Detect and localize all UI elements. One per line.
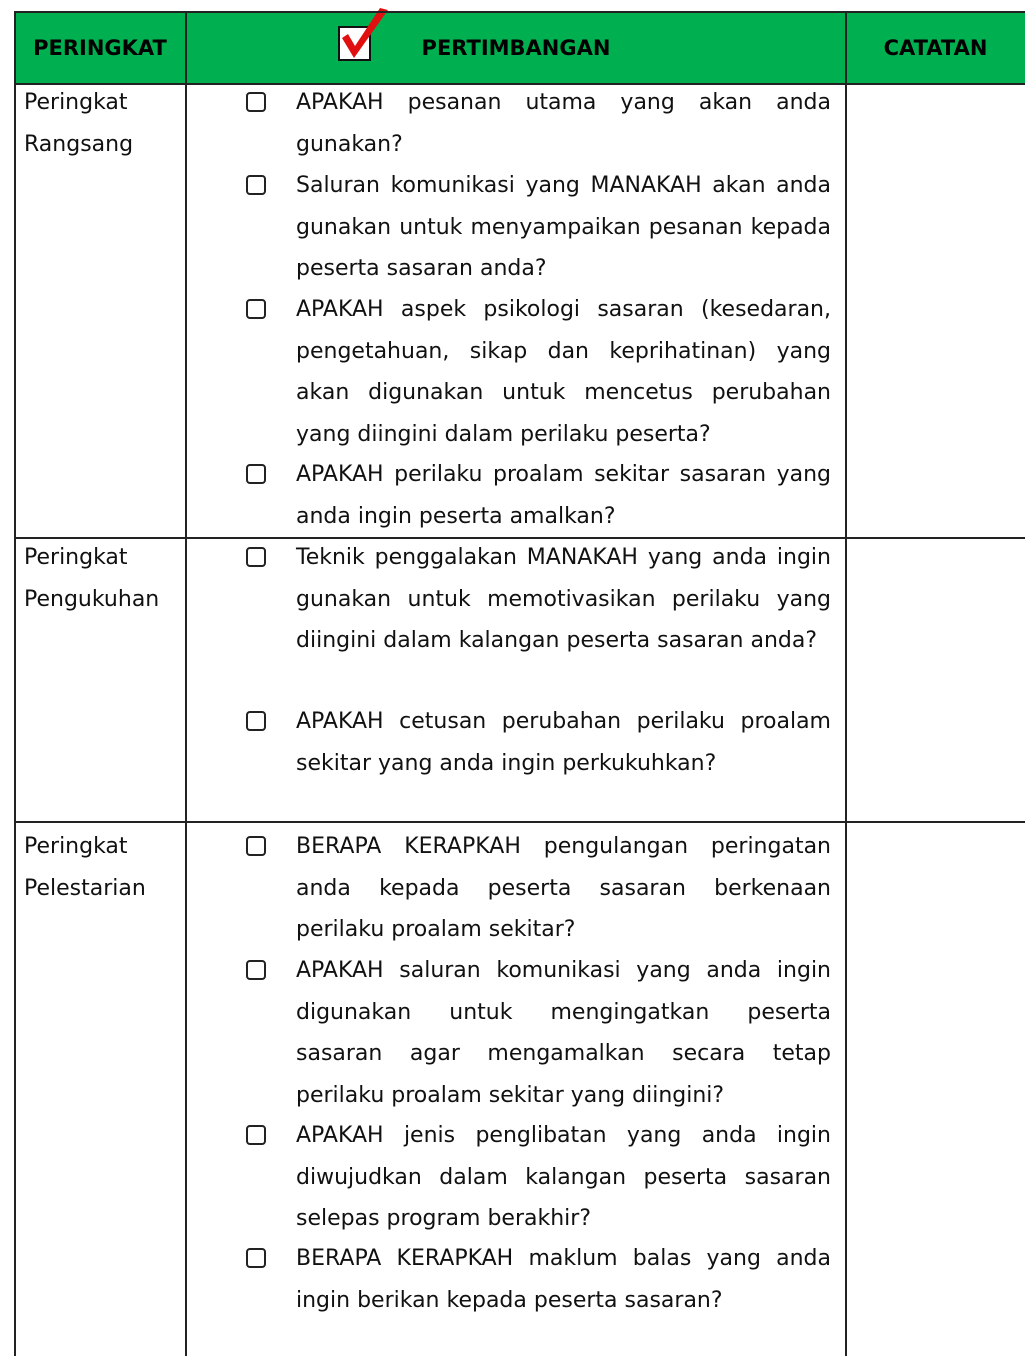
item-text: APAKAH perilaku proalam sekitar sasaran yang anda ingin peserta amalkan? [296, 462, 831, 529]
checkbox[interactable] [246, 1125, 266, 1145]
item-text: APAKAH jenis penglibatan yang anda ingin diwujudkan dalam kalangan peserta sasaran selepas program berakhir? [296, 1123, 831, 1231]
item-text: BERAPA KERAPKAH maklum balas yang anda ingin berikan kepada peserta sasaran? [296, 1246, 831, 1313]
item-text: APAKAH saluran komunikasi yang anda ingin digunakan untuk mengingatkan peserta sasaran agar mengamalkan secara tetap perilaku proalam sekitar yang diingini? [296, 958, 831, 1108]
checkbox[interactable] [246, 711, 266, 731]
stage-label: Peringkat Rangsang [24, 90, 134, 157]
column-divider [845, 11, 847, 1356]
checkbox[interactable] [246, 547, 266, 567]
checkbox[interactable] [246, 299, 266, 319]
item-text: APAKAH aspek psikologi sasaran (kesedaran, pengetahuan, sikap dan keprihatinan) yang akan digunakan untuk mencetus perubahan yang diingini dalam perilaku peserta? [296, 297, 831, 447]
header-notes: CATATAN [883, 35, 988, 60]
header-stage: PERINGKAT [33, 35, 167, 60]
checkbox[interactable] [246, 836, 266, 856]
item-text: APAKAH cetusan perubahan perilaku proalam sekitar yang anda ingin perkukuhkan? [296, 709, 831, 776]
checkbox[interactable] [246, 960, 266, 980]
checkbox[interactable] [246, 464, 266, 484]
check-mark-icon [336, 8, 394, 64]
checkbox[interactable] [246, 175, 266, 195]
stage-label: Peringkat Pengukuhan [24, 545, 160, 612]
header-consideration: PERTIMBANGAN [421, 35, 611, 60]
checkbox[interactable] [246, 1248, 266, 1268]
item-text: Teknik penggalakan MANAKAH yang anda ingin gunakan untuk memotivasikan perilaku yang diingini dalam kalangan peserta sasaran anda? [296, 545, 831, 653]
item-text: Saluran komunikasi yang MANAKAH akan anda gunakan untuk menyampaikan pesanan kepada peserta sasaran anda? [296, 173, 831, 281]
item-text: APAKAH pesanan utama yang akan anda gunakan? [296, 90, 831, 157]
column-divider [185, 11, 187, 1356]
item-text: BERAPA KERAPKAH pengulangan peringatan anda kepada peserta sasaran berkenaan perilaku proalam sekitar? [296, 834, 831, 942]
checkbox[interactable] [246, 92, 266, 112]
table-border-top [14, 11, 1025, 13]
table-border-left [14, 11, 16, 1356]
row-divider [14, 821, 1025, 823]
stage-label: Peringkat Pelestarian [24, 834, 146, 901]
